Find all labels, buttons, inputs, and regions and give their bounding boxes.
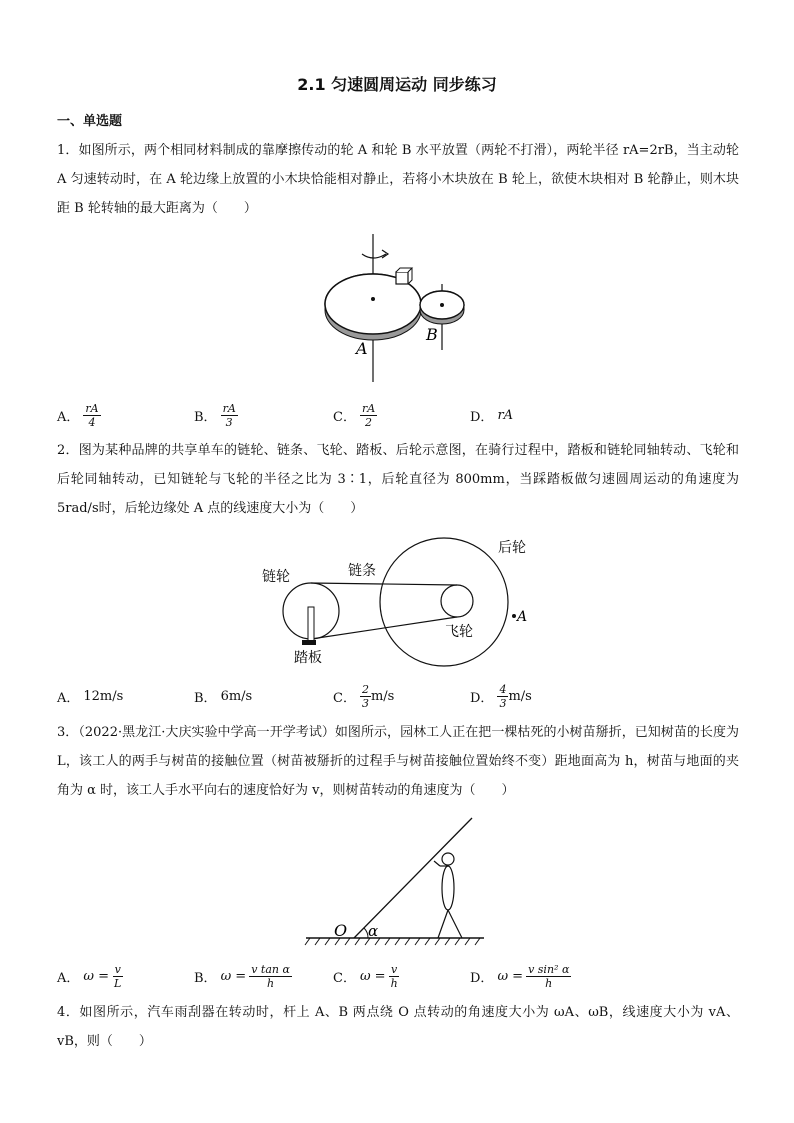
- sprocket-label: 链轮: [262, 569, 290, 585]
- option-d[interactable]: D． $\frac{4}{3}$ m/s: [470, 682, 532, 710]
- wheel-b-label: B: [426, 325, 438, 344]
- section-heading: 一、单选题: [57, 114, 123, 129]
- option-b[interactable]: B． ω = $\frac{\text{v tan α}}{h}$: [194, 962, 290, 990]
- question-1-options: [57, 395, 757, 435]
- question-1-text: 1．如图所示，两个相同材料制成的靠摩擦传动的轮 A 和轮 B 水平放置（两轮不打滑），两轮半径 rA=2rB，当主动轮 A 匀速转动时，在 A 轮边缘上放置的小木块恰能相对静止，若将小木块放在 B 轮上，欲使木块相对 B 轮静止，则木块距 B 轮转轴的最大距离为（ ）: [57, 143, 739, 216]
- question-2-text: 2．图为某种品牌的共享单车的链轮、链条、飞轮、踏板、后轮示意图，在骑行过程中，踏板和链轮同轴转动、飞轮和后轮同轴转动，已知链轮与飞轮的半径之比为 3∶1，后轮直径为 800mm，当踩踏板做匀速圆周运动的角速度为 5rad/s时，后轮边缘处 A 点的线速度大小为（ ）: [57, 443, 739, 516]
- option-c[interactable]: C． $\frac{rA}{2}$: [333, 401, 376, 429]
- option-b[interactable]: B． 6m/s: [194, 688, 253, 706]
- flywheel-label: 飞轮: [445, 624, 473, 640]
- option-d[interactable]: D． ω = $\frac{\text{v sin² α}}{h}$: [470, 962, 570, 990]
- option-c[interactable]: C． ω = $\frac{v}{h}$: [333, 962, 398, 990]
- option-a[interactable]: A． 12m/s: [57, 688, 124, 706]
- rear-wheel-label: 后轮: [498, 540, 526, 556]
- angle-alpha-label: α: [368, 922, 379, 940]
- question-2-options: [57, 676, 757, 716]
- option-c[interactable]: C． $\frac{2}{3}$ m/s: [333, 682, 395, 710]
- option-a[interactable]: A． $\frac{rA}{4}$: [57, 401, 99, 429]
- wheel-a-label: A: [356, 339, 368, 358]
- option-d[interactable]: D． rA: [470, 407, 514, 425]
- pivot-o-label: O: [334, 921, 348, 940]
- sapling-figure: [304, 812, 490, 952]
- chain-label: 链条: [348, 563, 376, 579]
- point-a-label: A: [517, 609, 528, 625]
- question-3-text: 3．（2022·黑龙江·大庆实验中学高一开学考试）如图所示，园林工人正在把一棵枯死的小树苗掰折，已知树苗的长度为 L，该工人的两手与树苗的接触位置（树苗被掰折的过程手与树苗接触位置始终不变）距地面高为 h，树苗与地面的夹角为 α 时，该工人手水平向右的速度恰好为 v，则树苗转动的角速度为（ ）: [57, 725, 739, 798]
- option-a[interactable]: A． ω = $\frac{v}{L}$: [57, 962, 122, 990]
- option-b[interactable]: B． $\frac{rA}{3}$: [194, 401, 236, 429]
- friction-wheels-figure: [318, 232, 478, 384]
- bicycle-drive-figure: [252, 532, 542, 672]
- page-title: 2.1 匀速圆周运动 同步练习: [297, 75, 497, 94]
- question-3-options: [57, 956, 757, 996]
- question-4-text: 4．如图所示，汽车雨刮器在转动时，杆上 A、B 两点绕 O 点转动的角速度大小为 ωA、ωB，线速度大小为 vA、vB，则（ ）: [57, 1005, 739, 1049]
- pedal-label: 踏板: [294, 650, 322, 666]
